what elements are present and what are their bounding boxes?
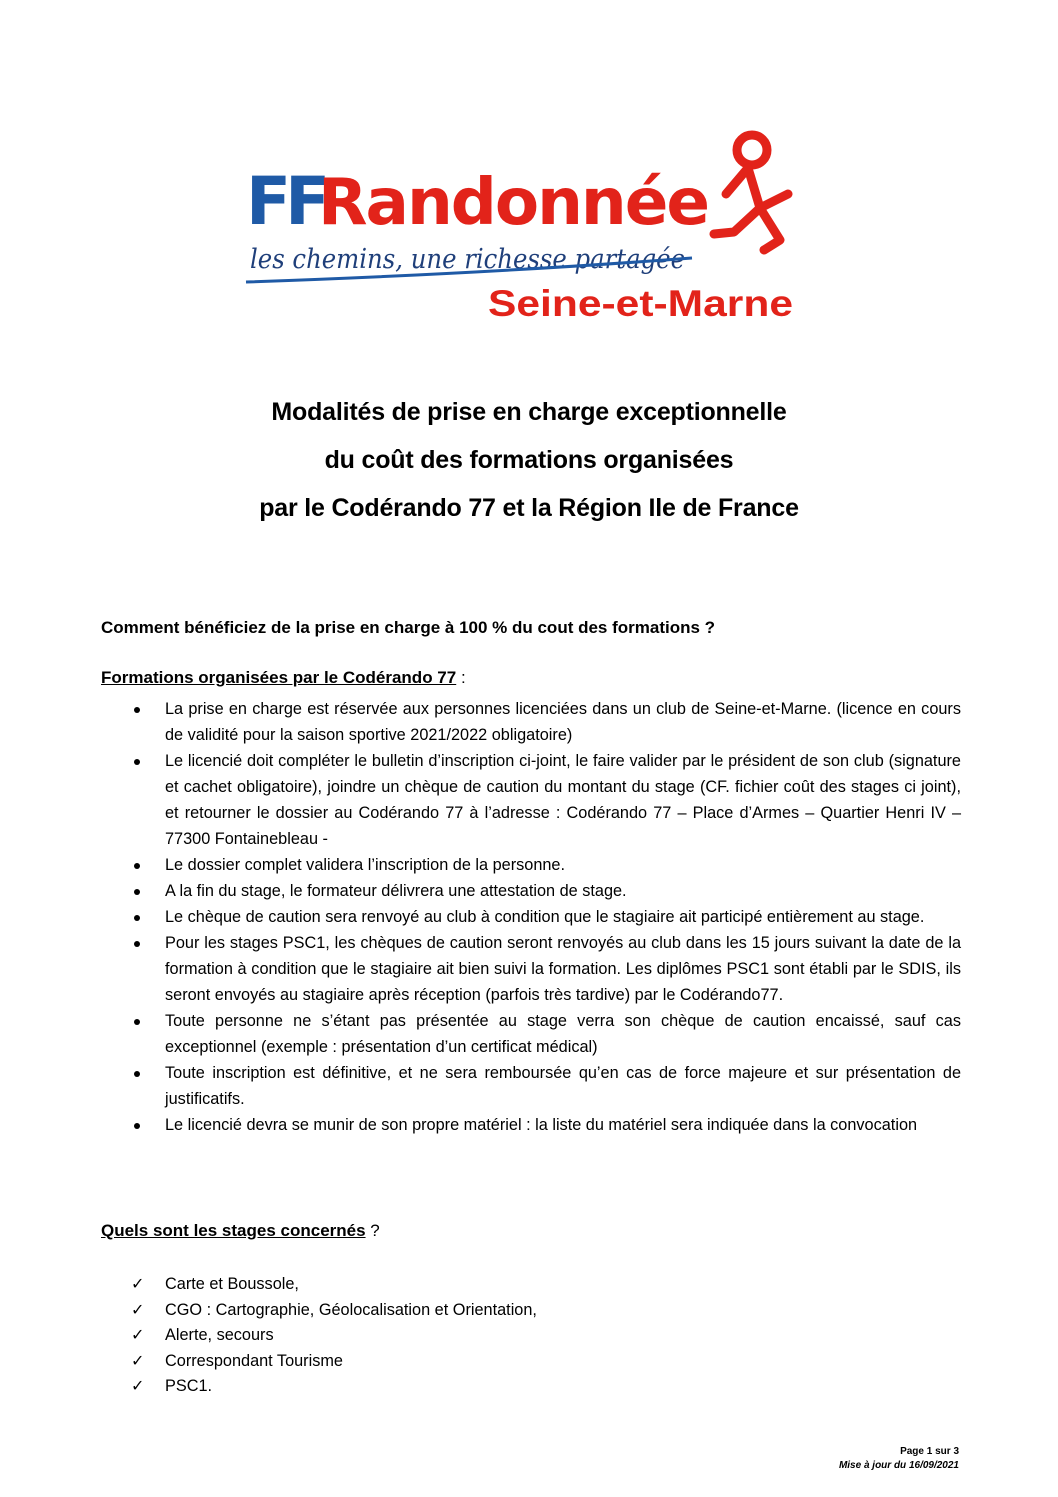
list-item	[101, 852, 961, 878]
bullet-icon	[134, 941, 140, 947]
checkmark-icon: ✓	[131, 1378, 145, 1396]
bullet-icon	[134, 915, 140, 921]
hiker-icon	[714, 135, 788, 250]
list-item-text: Pour les stages PSC1, les chèques de caution seront renvoyés au club dans les 15 jours suivant la date de la formation à condition que le stagiaire ait bien suivi la formation. Les diplômes PSC1 sont établi par le SDIS, ils seront envoyés au stagiaire après réception (parfois très tardive) par le Codérando77.	[165, 934, 961, 1004]
list-item	[101, 1298, 537, 1324]
bullet-icon	[134, 1123, 140, 1129]
section-formations-title: Formations organisées par le Codérando 77	[101, 668, 457, 687]
list-item	[101, 748, 961, 852]
list-item	[101, 696, 961, 748]
list-item	[101, 878, 961, 904]
list-item-text: Le licencié doit compléter le bulletin d’inscription ci-joint, le faire valider par le président de son club (signature et cachet obligatoire), joindre un chèque de caution du montant du stage (CF. fichier coût des stages ci joint), et retourner le dossier au Codérando 77 à l’adresse : Codérando 77 – Place d’Armes – Quartier Henri IV – 77300 Fontainebleau -	[165, 752, 961, 848]
list-item-text: Carte et Boussole,	[165, 1275, 299, 1293]
title-line-1: Modalités de prise en charge exceptionnelle	[271, 398, 787, 426]
page-number: Page 1 sur 3	[900, 1446, 959, 1457]
list-item-text: PSC1.	[165, 1377, 213, 1396]
list-item	[101, 1008, 961, 1060]
list-item	[101, 1272, 537, 1298]
list-item-text: Le licencié devra se munir de son propre matériel : la liste du matériel sera indiquée dans la convocation	[165, 1116, 918, 1134]
list-item	[101, 904, 961, 930]
list-item	[101, 930, 961, 1008]
list-item-text: Toute personne ne s’étant pas présentée au stage verra son chèque de caution encaissé, sauf cas exceptionnel (exemple : présentation d’un certificat médical)	[165, 1012, 961, 1056]
section-stages-title: Quels sont les stages concernés	[101, 1221, 366, 1240]
bullet-icon	[134, 707, 140, 713]
checkmark-icon: ✓	[131, 1276, 145, 1293]
list-item-text: A la fin du stage, le formateur délivrera une attestation de stage.	[165, 882, 627, 900]
formations-rules-list	[101, 696, 961, 1138]
stages-list	[101, 1272, 537, 1400]
bullet-icon	[134, 863, 140, 869]
list-item-text: Correspondant Tourisme	[165, 1351, 343, 1370]
list-item-text: Le chèque de caution sera renvoyé au club à condition que le stagiaire ait participé entièrement au stage.	[165, 908, 925, 926]
checkmark-icon: ✓	[131, 1352, 145, 1370]
bullet-icon	[134, 1071, 140, 1077]
list-item	[101, 1112, 961, 1138]
update-date: Mise à jour du 16/09/2021	[838, 1460, 959, 1471]
list-item	[101, 1349, 537, 1375]
logo-tagline: les chemins, une richesse partagée	[250, 244, 685, 275]
checkmark-icon: ✓	[131, 1301, 145, 1319]
list-item	[101, 1323, 537, 1349]
main-question: Comment bénéficiez de la prise en charge à 100 % du cout des formations ?	[101, 618, 716, 637]
ffrandonnee-logo	[240, 128, 810, 328]
document-title	[0, 388, 1058, 532]
bullet-icon	[134, 759, 140, 765]
bullet-icon	[134, 1019, 140, 1025]
list-item-text: Toute inscription est définitive, et ne sera remboursée qu’en cas de force majeure et sur présentation de justificatifs.	[165, 1064, 961, 1108]
list-item-text: Alerte, secours	[165, 1326, 274, 1345]
checkmark-icon: ✓	[131, 1327, 145, 1345]
list-item-text: CGO : Cartographie, Géolocalisation et Orientation,	[165, 1300, 537, 1319]
section-formations-suffix: :	[456, 668, 466, 687]
list-item-text: Le dossier complet validera l’inscription de la personne.	[165, 856, 566, 874]
section-stages-suffix: ?	[365, 1221, 380, 1240]
bullet-icon	[134, 889, 140, 895]
title-line-2: du coût des formations organisées	[324, 446, 734, 474]
page-footer	[839, 1445, 959, 1473]
list-item	[101, 1060, 961, 1112]
logo-ff: FF	[246, 163, 325, 240]
section-formations-heading	[101, 668, 466, 688]
logo-randonnee: Randonnée	[318, 166, 708, 240]
section-stages-heading	[101, 1221, 380, 1241]
list-item	[101, 1374, 537, 1400]
list-item-text: La prise en charge est réservée aux personnes licenciées dans un club de Seine-et-Marne. (licence en cours de validité pour la saison sportive 2021/2022 obligatoire)	[165, 700, 961, 744]
logo-region: Seine-et-Marne	[488, 283, 793, 324]
title-line-3: par le Codérando 77 et la Région Ile de France	[259, 494, 799, 522]
